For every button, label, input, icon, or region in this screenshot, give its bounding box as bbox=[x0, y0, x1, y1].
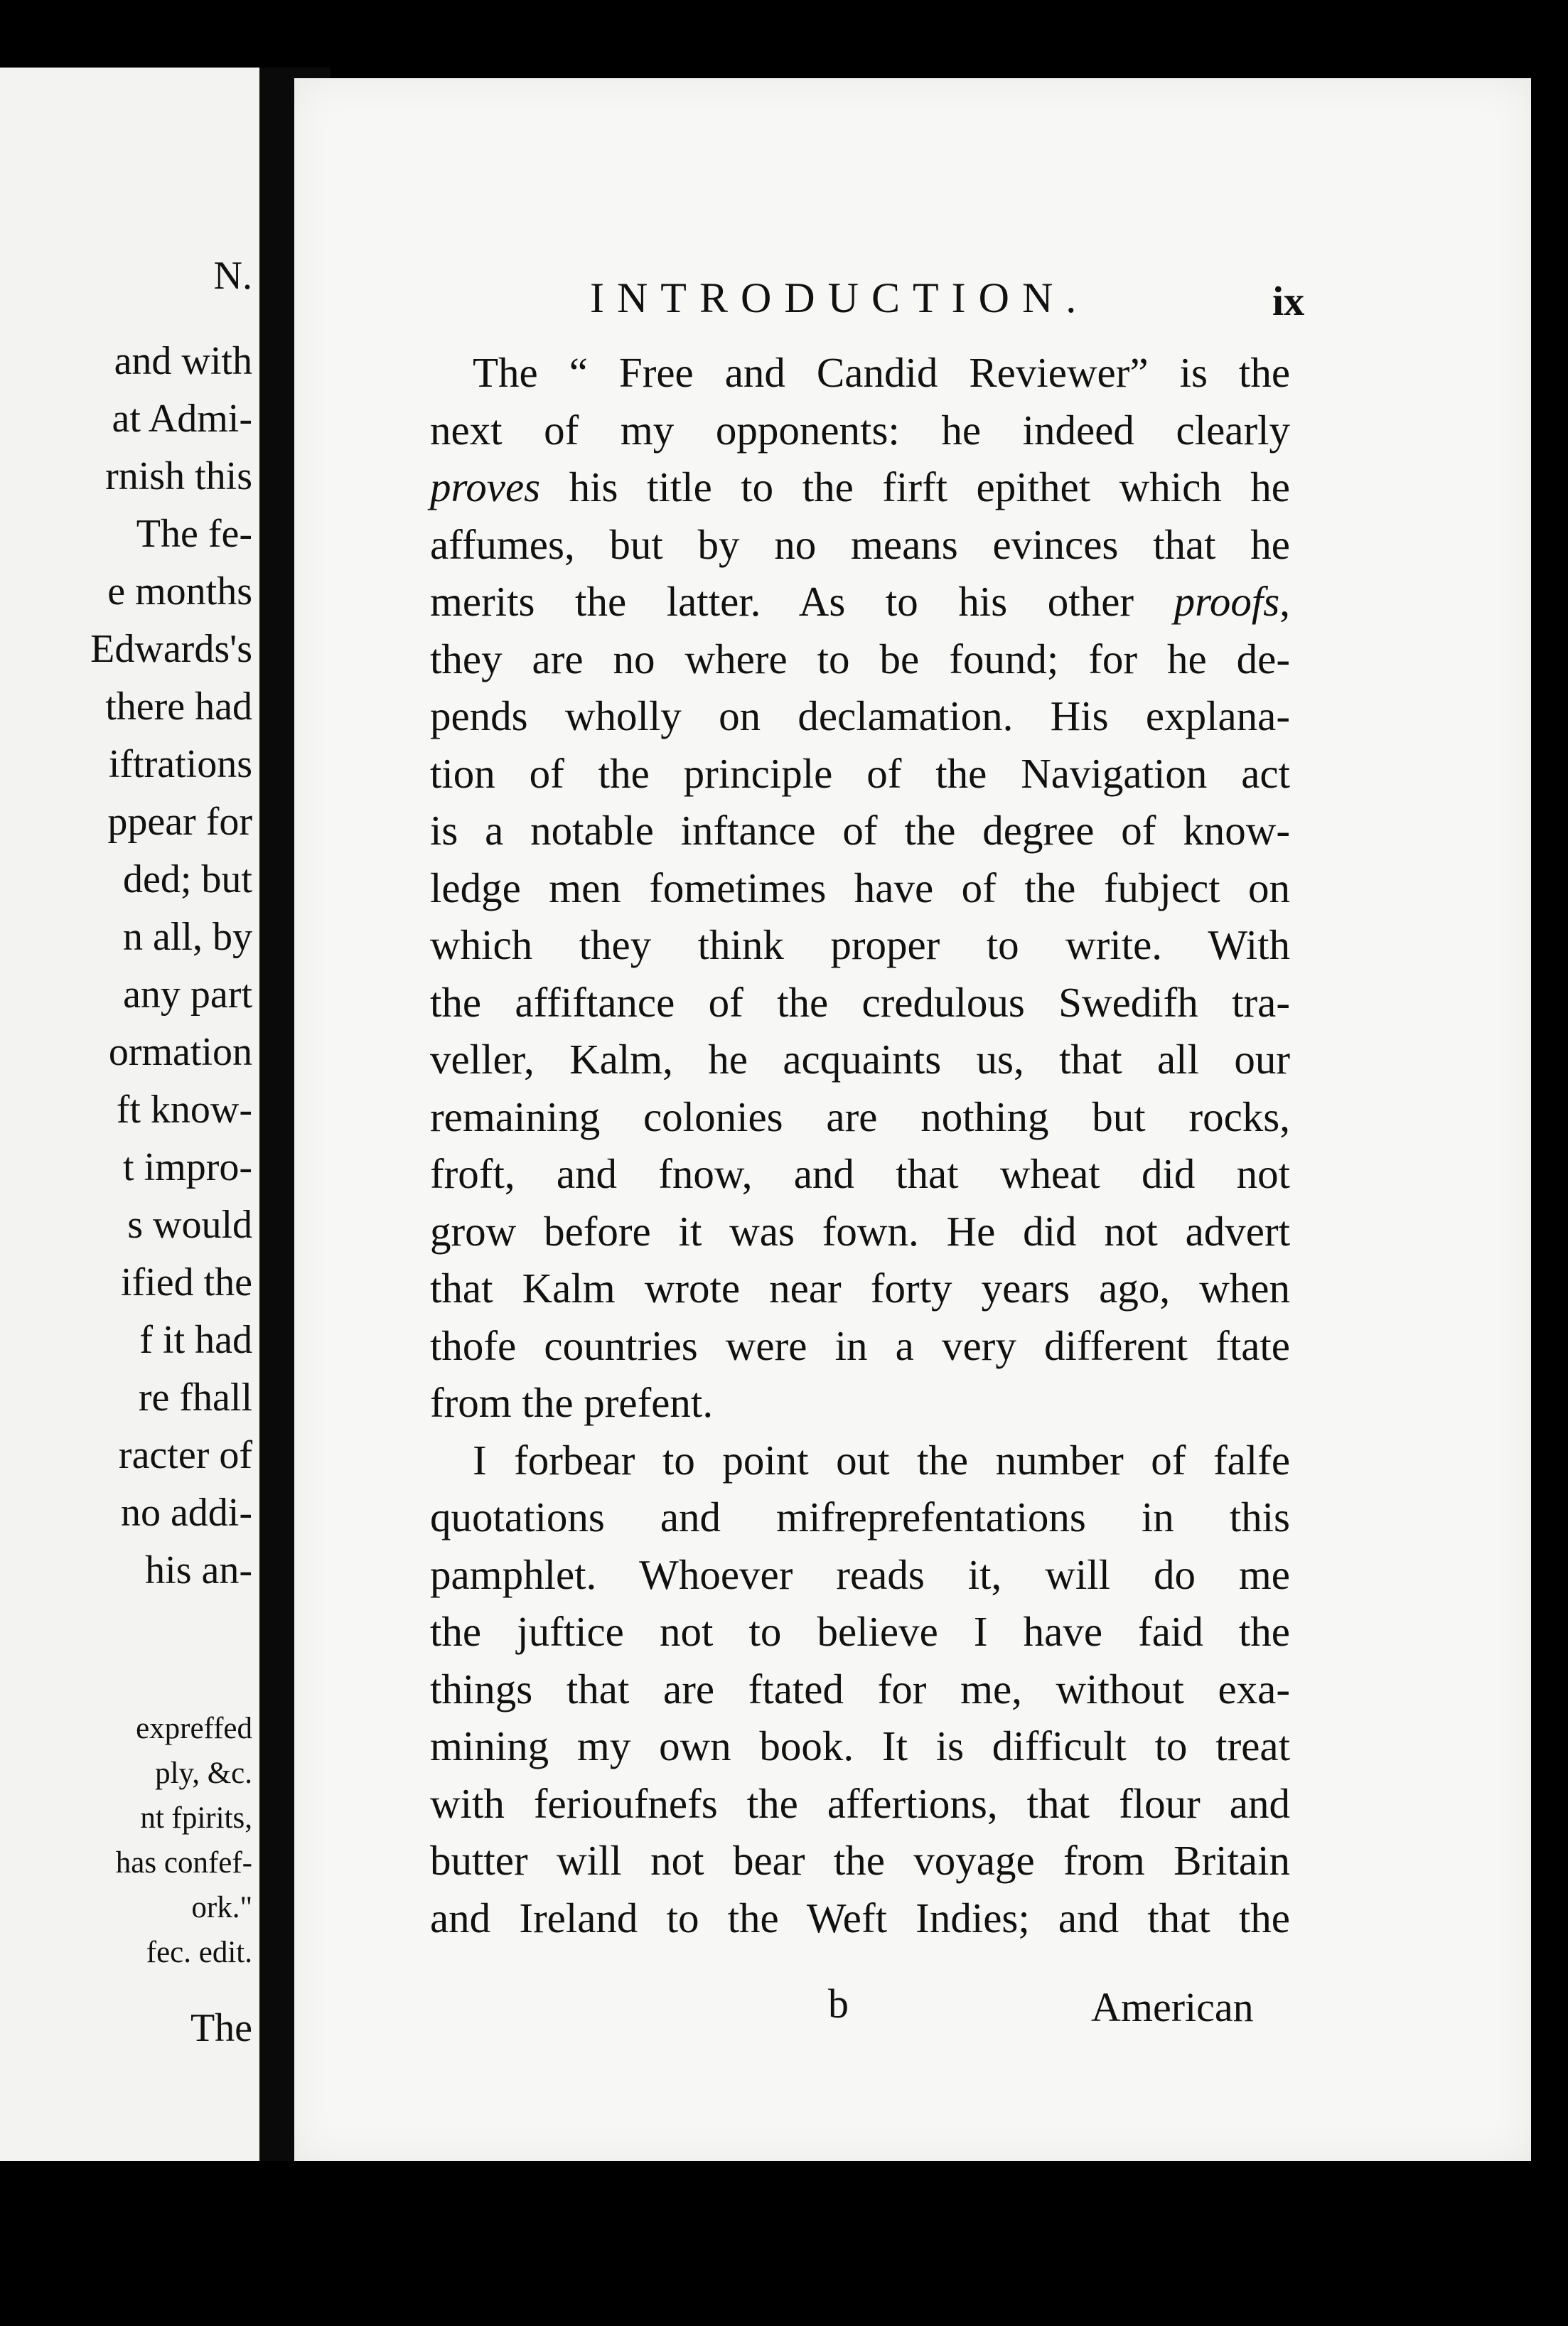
previous-page-line: ified the bbox=[120, 1260, 252, 1304]
previous-page-note-line: has confef- bbox=[115, 1846, 252, 1880]
text-line: tion of the principle of the Navigation act bbox=[430, 750, 1290, 797]
text-line: with ferioufnefs the affertions, that flour and bbox=[430, 1780, 1290, 1827]
previous-page-line: re fhall bbox=[138, 1376, 252, 1420]
text-line: is a notable inftance of the degree of know- bbox=[430, 807, 1290, 854]
previous-page-line: any part bbox=[123, 972, 252, 1017]
previous-page-line: t impro- bbox=[123, 1145, 252, 1189]
scan-background bbox=[0, 2161, 1568, 2326]
text-line: thofe countries were in a very different ftate bbox=[430, 1322, 1290, 1369]
text-line: pamphlet. Whoever reads it, will do me bbox=[430, 1551, 1290, 1598]
previous-page-line: and with bbox=[114, 339, 252, 383]
text-line: quotations and mifreprefentations in this bbox=[430, 1494, 1290, 1540]
text-line: they are no where to be found; for he de- bbox=[430, 636, 1290, 682]
previous-page-line: iftrations bbox=[108, 742, 252, 786]
previous-page-catchword: The bbox=[190, 2006, 252, 2050]
text-line: next of my opponents: he indeed clearly bbox=[430, 407, 1290, 454]
text-line: grow before it was fown. He did not advert bbox=[430, 1208, 1290, 1255]
previous-page-fragment bbox=[0, 68, 259, 2222]
text-line: the juftice not to believe I have faid the bbox=[430, 1608, 1290, 1655]
previous-page-line: e months bbox=[107, 569, 252, 613]
page-number: ix bbox=[1272, 278, 1305, 324]
previous-page-note-line: ply, &c. bbox=[155, 1757, 252, 1790]
previous-page-line: there had bbox=[105, 685, 252, 729]
text-line: froft, and fnow, and that wheat did not bbox=[430, 1150, 1290, 1197]
text-line: veller, Kalm, he acquaints us, that all our bbox=[430, 1036, 1290, 1083]
previous-page-line: ded; but bbox=[123, 857, 252, 901]
previous-page-line: Edwards's bbox=[90, 627, 252, 671]
previous-page-line: rnish this bbox=[105, 454, 252, 498]
previous-page-line: racter of bbox=[118, 1433, 252, 1477]
text-line: merits the latter. As to his other proofs, bbox=[430, 578, 1290, 625]
previous-page-line: ppear for bbox=[107, 800, 252, 844]
previous-page-line: The fe- bbox=[136, 512, 252, 556]
previous-page-line: his an- bbox=[145, 1548, 252, 1592]
previous-page-line: ft know- bbox=[116, 1088, 252, 1132]
text-line: I forbear to point out the number of falfe bbox=[473, 1437, 1290, 1484]
text-line: proves his title to the firft epithet which he bbox=[430, 463, 1290, 510]
text-line: the affiftance of the credulous Swedifh tra- bbox=[430, 979, 1290, 1026]
previous-page-line: at Admi- bbox=[112, 397, 252, 441]
text-line: from the prefent. bbox=[430, 1379, 714, 1426]
text-line: that Kalm wrote near forty years ago, when bbox=[430, 1265, 1290, 1312]
text-line: ledge men fometimes have of the fubject on bbox=[430, 864, 1290, 911]
text-line: mining my own book. It is difficult to treat bbox=[430, 1722, 1290, 1769]
previous-page-note-line: fec. edit. bbox=[146, 1936, 252, 1969]
previous-page-line: n all, by bbox=[123, 915, 252, 959]
text-line: affumes, but by no means evinces that he bbox=[430, 521, 1290, 568]
text-line: The “ Free and Candid Reviewer” is the bbox=[473, 349, 1290, 396]
text-line: pends wholly on declamation. His explana- bbox=[430, 692, 1290, 739]
text-line: remaining colonies are nothing but rocks, bbox=[430, 1093, 1290, 1140]
previous-page-line: no addi- bbox=[120, 1491, 252, 1535]
previous-page-line: s would bbox=[127, 1203, 252, 1247]
previous-page-line: f it had bbox=[139, 1318, 252, 1362]
text-line: and Ireland to the Weft Indies; and that the bbox=[430, 1894, 1290, 1941]
signature-mark: b bbox=[828, 1981, 849, 2027]
running-head: INTRODUCTION. bbox=[590, 274, 1090, 321]
previous-page-line: ormation bbox=[108, 1030, 252, 1074]
previous-page-note-line: expreffed bbox=[136, 1712, 252, 1745]
previous-page-running-head: N. bbox=[213, 254, 252, 298]
text-line: butter will not bear the voyage from Britain bbox=[430, 1837, 1290, 1884]
catchword: American bbox=[1091, 1984, 1254, 2030]
previous-page-note-line: nt fpirits, bbox=[140, 1801, 252, 1835]
text-line: things that are ftated for me, without exa- bbox=[430, 1666, 1290, 1713]
previous-page-note-line: ork." bbox=[191, 1891, 252, 1924]
text-line: which they think proper to write. With bbox=[430, 921, 1290, 968]
